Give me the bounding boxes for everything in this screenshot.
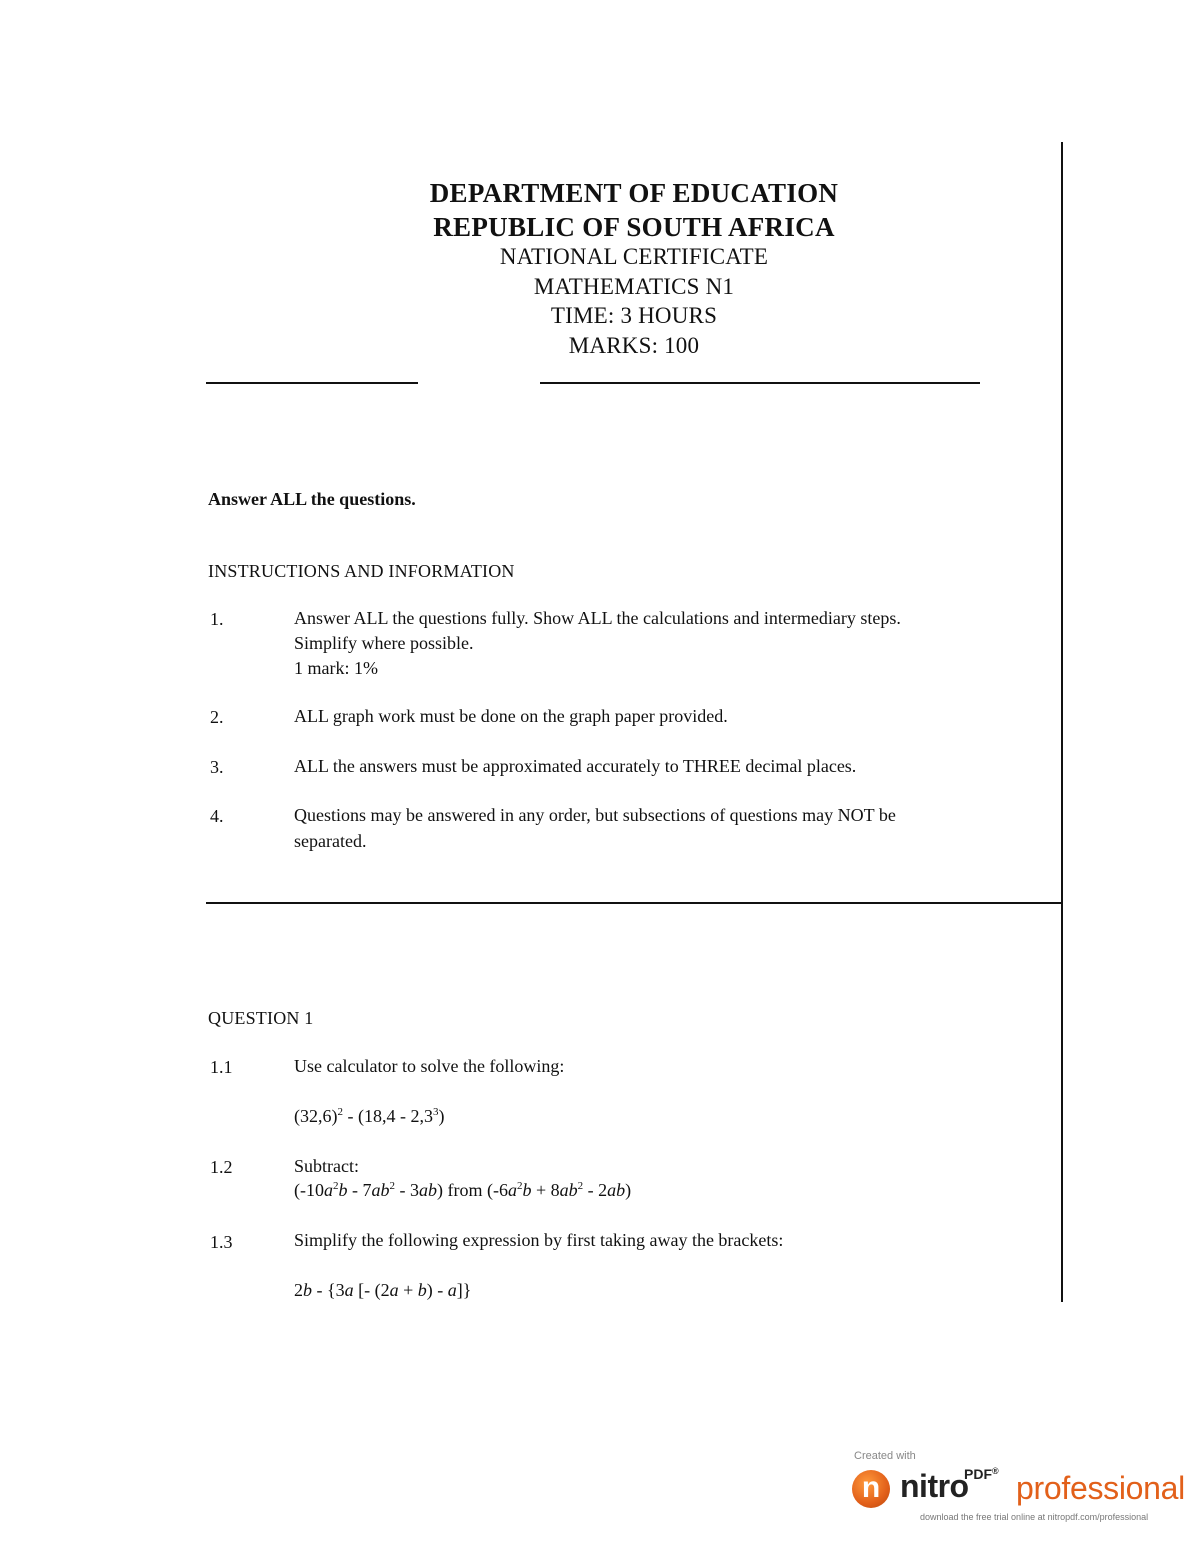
question-number: 1.1 [210, 1057, 233, 1077]
instruction-number: 2. [210, 707, 224, 727]
nitro-brand: nitro [900, 1468, 969, 1504]
question-1-2-expression: $(-10a^2b - 7ab^2 - 3ab)$ from $(-6a^2b + 8ab^2 - 2ab)$ [294, 1180, 632, 1200]
nitro-pdf-superscript: PDF® [964, 1466, 999, 1482]
instruction-number: 1. [210, 609, 224, 629]
instruction-1-line1: Answer ALL the questions fully. Show ALL the calculations and intermediary steps. [294, 608, 901, 628]
question-1-1-text: Use calculator to solve the following: [294, 1056, 565, 1076]
marks-line: MARKS: 100 [568, 333, 700, 358]
instruction-4-line2: separated. [294, 831, 367, 851]
certificate-title: NATIONAL CERTIFICATE [499, 244, 769, 269]
header-rule-left [206, 382, 418, 384]
question-1-3-text: Simplify the following expression by first taking away the brackets: [294, 1230, 784, 1250]
page-border-right [1061, 142, 1063, 1302]
question-1-heading: QUESTION 1 [208, 1008, 314, 1028]
time-line: TIME: 3 HOURS [550, 303, 718, 328]
subject-title: MATHEMATICS N1 [533, 274, 735, 299]
instruction-4-line1: Questions may be answered in any order, but subsections of questions may NOT be [294, 805, 896, 825]
dept-title: DEPARTMENT OF EDUCATION [429, 178, 839, 208]
created-with-label: Created with [854, 1450, 916, 1462]
country-title: REPUBLIC OF SOUTH AFRICA [433, 212, 835, 242]
instruction-2-text: ALL graph work must be done on the graph paper provided. [294, 706, 728, 726]
instruction-number: 3. [210, 757, 224, 777]
header-rule-right [540, 382, 980, 384]
nitro-watermark [848, 1450, 1193, 1550]
question-1-3-expression: 2b - {3a [- (2a + b) - a]} [294, 1280, 472, 1300]
instruction-number: 4. [210, 806, 224, 826]
instructions-heading: INSTRUCTIONS AND INFORMATION [208, 561, 515, 581]
question-1-2-text: Subtract: [294, 1156, 359, 1176]
question-1-1-expression: $(32,6)^2 - (18,4 - 2,3^3)$ [294, 1106, 445, 1126]
question-number: 1.2 [210, 1157, 233, 1177]
nitro-footer-link[interactable]: download the free trial online at nitropdf.com/professional [920, 1512, 1149, 1522]
question-number: 1.3 [210, 1232, 233, 1252]
instruction-3-text: ALL the answers must be approximated accurately to THREE decimal places. [294, 756, 857, 776]
instruction-1-line3: 1 mark: 1% [294, 658, 378, 678]
intro-text: Answer ALL the questions. [208, 489, 416, 509]
nitro-logo-icon: n [852, 1470, 890, 1508]
instructions-rule [206, 902, 1062, 904]
instruction-1-line2: Simplify where possible. [294, 633, 474, 653]
nitro-product: professional [1016, 1470, 1185, 1506]
